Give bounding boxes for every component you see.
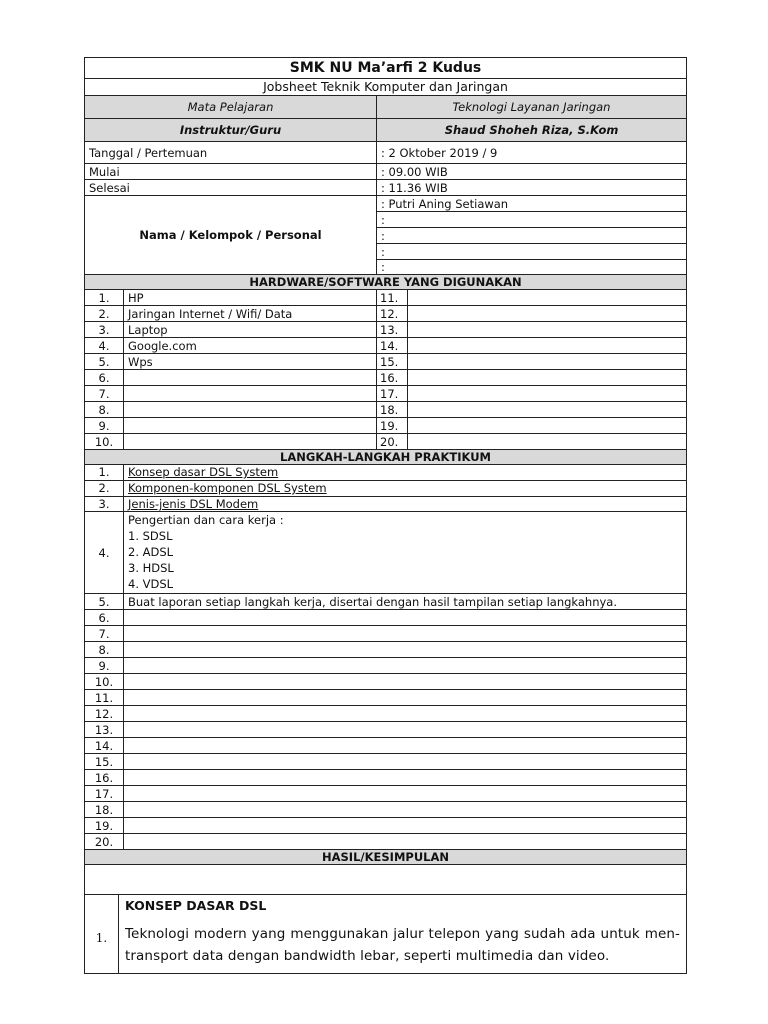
hardware-number: 3. <box>85 322 124 338</box>
mulai-value: : 09.00 WIB <box>377 164 687 180</box>
langkah-number: 18. <box>85 802 124 818</box>
hardware-row <box>85 418 687 434</box>
hasil-table <box>84 849 687 974</box>
hardware-number: 16. <box>377 370 408 386</box>
hardware-number: 11. <box>377 290 408 306</box>
tanggal-value: : 2 Oktober 2019 / 9 <box>377 142 687 164</box>
hardware-table <box>84 274 687 450</box>
hardware-number: 17. <box>377 386 408 402</box>
langkah-row <box>85 512 687 594</box>
langkah-item <box>124 642 687 658</box>
header-table <box>84 57 687 275</box>
hardware-number: 18. <box>377 402 408 418</box>
langkah-item <box>124 802 687 818</box>
nama-value: : Putri Aning Setiawan <box>377 196 687 212</box>
langkah-number: 7. <box>85 626 124 642</box>
langkah-item <box>124 770 687 786</box>
hardware-row <box>85 290 687 306</box>
langkah-item <box>124 480 687 496</box>
langkah-item <box>124 834 687 850</box>
hasil-content <box>119 895 687 974</box>
langkah-number: 13. <box>85 722 124 738</box>
langkah-number: 12. <box>85 706 124 722</box>
langkah-heading: LANGKAH-LANGKAH PRAKTIKUM <box>85 450 687 465</box>
hardware-row <box>85 386 687 402</box>
hardware-row <box>85 402 687 418</box>
jobsheet-title: Jobsheet Teknik Komputer dan Jaringan <box>85 79 687 96</box>
mapel-value: Teknologi Layanan Jaringan <box>377 96 687 119</box>
hardware-number: 14. <box>377 338 408 354</box>
langkah-row <box>85 594 687 610</box>
langkah-number: 20. <box>85 834 124 850</box>
hardware-number: 7. <box>85 386 124 402</box>
langkah-row <box>85 786 687 802</box>
langkah-row <box>85 802 687 818</box>
langkah-number: 2. <box>85 480 124 496</box>
mulai-label: Mulai <box>85 164 377 180</box>
hardware-item <box>408 434 687 450</box>
langkah-step4-line: 2. ADSL <box>128 544 174 559</box>
hardware-item <box>124 386 377 402</box>
nama-label: Nama / Kelompok / Personal <box>85 196 377 275</box>
langkah-item <box>124 465 687 481</box>
langkah-row <box>85 818 687 834</box>
langkah-row <box>85 722 687 738</box>
hardware-number: 12. <box>377 306 408 322</box>
langkah-item <box>124 496 687 512</box>
guru-value: Shaud Shoheh Riza, S.Kom <box>377 119 687 142</box>
langkah-item <box>124 754 687 770</box>
nama-value: : <box>377 212 687 228</box>
hardware-item <box>124 370 377 386</box>
langkah-number: 11. <box>85 690 124 706</box>
langkah-item <box>124 738 687 754</box>
guru-label: Instruktur/Guru <box>85 119 377 142</box>
langkah-item-text: Jenis-jenis DSL Modem <box>128 496 259 511</box>
hardware-number: 8. <box>85 402 124 418</box>
school-title: SMK NU Ma’arfi 2 Kudus <box>85 58 687 79</box>
langkah-item <box>124 626 687 642</box>
nama-value: : <box>377 260 687 275</box>
hardware-item <box>408 338 687 354</box>
langkah-row <box>85 626 687 642</box>
langkah-row <box>85 738 687 754</box>
hardware-number: 2. <box>85 306 124 322</box>
hardware-item <box>124 434 377 450</box>
hardware-number: 20. <box>377 434 408 450</box>
mapel-label: Mata Pelajaran <box>85 96 377 119</box>
langkah-item <box>124 610 687 626</box>
langkah-number: 6. <box>85 610 124 626</box>
hardware-number: 9. <box>85 418 124 434</box>
hardware-item <box>408 322 687 338</box>
langkah-item <box>124 690 687 706</box>
hardware-number: 19. <box>377 418 408 434</box>
hardware-heading: HARDWARE/SOFTWARE YANG DIGUNAKAN <box>85 275 687 290</box>
hardware-number: 4. <box>85 338 124 354</box>
langkah-number: 17. <box>85 786 124 802</box>
hardware-number: 1. <box>85 290 124 306</box>
hardware-item <box>408 418 687 434</box>
langkah-number: 19. <box>85 818 124 834</box>
hardware-row <box>85 434 687 450</box>
langkah-item <box>124 674 687 690</box>
hardware-item <box>408 402 687 418</box>
hardware-number: 15. <box>377 354 408 370</box>
selesai-label: Selesai <box>85 180 377 196</box>
langkah-row <box>85 610 687 626</box>
langkah-row <box>85 465 687 481</box>
langkah-item-text: Buat laporan setiap langkah kerja, disertai dengan hasil tampilan setiap langkahnya. <box>128 594 618 609</box>
hardware-item: Jaringan Internet / Wifi/ Data <box>124 306 377 322</box>
langkah-number: 8. <box>85 642 124 658</box>
hardware-item: HP <box>124 290 377 306</box>
hasil-number: 1. <box>85 895 119 974</box>
langkah-row <box>85 770 687 786</box>
langkah-row <box>85 496 687 512</box>
nama-value: : <box>377 228 687 244</box>
hasil-blank-row <box>85 865 687 895</box>
hardware-item <box>408 386 687 402</box>
hardware-item <box>408 290 687 306</box>
hardware-number: 5. <box>85 354 124 370</box>
hardware-number: 10. <box>85 434 124 450</box>
langkah-row <box>85 658 687 674</box>
hardware-item <box>408 306 687 322</box>
hardware-item <box>408 354 687 370</box>
langkah-item <box>124 818 687 834</box>
hardware-row <box>85 306 687 322</box>
jobsheet-page <box>84 57 686 974</box>
langkah-number: 14. <box>85 738 124 754</box>
langkah-table <box>84 449 687 850</box>
hardware-row <box>85 370 687 386</box>
langkah-item <box>124 706 687 722</box>
langkah-row <box>85 690 687 706</box>
langkah-number: 10. <box>85 674 124 690</box>
hardware-row <box>85 338 687 354</box>
langkah-item <box>124 658 687 674</box>
langkah-item-text: Komponen-komponen DSL System <box>128 481 327 496</box>
tanggal-label: Tanggal / Pertemuan <box>85 142 377 164</box>
langkah-row <box>85 642 687 658</box>
langkah-item-step4 <box>124 512 687 594</box>
hardware-item <box>408 370 687 386</box>
hardware-row <box>85 354 687 370</box>
langkah-number: 3. <box>85 496 124 512</box>
hardware-item: Google.com <box>124 338 377 354</box>
langkah-number: 16. <box>85 770 124 786</box>
langkah-step4-line: 4. VDSL <box>128 576 174 591</box>
langkah-item <box>124 722 687 738</box>
langkah-step4-line: 3. HDSL <box>128 560 174 575</box>
langkah-step4-line: 1. SDSL <box>128 529 173 544</box>
langkah-item-text: Konsep dasar DSL System <box>128 465 279 480</box>
hardware-item: Laptop <box>124 322 377 338</box>
selesai-value: : 11.36 WIB <box>377 180 687 196</box>
hardware-row <box>85 322 687 338</box>
langkah-number: 9. <box>85 658 124 674</box>
hasil-heading: HASIL/KESIMPULAN <box>85 850 687 865</box>
hasil-title: KONSEP DASAR DSL <box>125 898 267 914</box>
langkah-row <box>85 674 687 690</box>
hasil-body: Teknologi modern yang menggunakan jalur telepon yang sudah ada untuk men-transport data dengan bandwidth lebar, seperti multimedia dan video. <box>125 926 681 965</box>
langkah-row <box>85 754 687 770</box>
langkah-step4-line: Pengertian dan cara kerja : <box>128 513 284 528</box>
hardware-item: Wps <box>124 354 377 370</box>
langkah-number: 1. <box>85 465 124 481</box>
langkah-item <box>124 594 687 610</box>
hardware-number: 6. <box>85 370 124 386</box>
nama-value: : <box>377 244 687 260</box>
langkah-number: 15. <box>85 754 124 770</box>
langkah-number: 4. <box>85 512 124 594</box>
langkah-item <box>124 786 687 802</box>
hardware-item <box>124 418 377 434</box>
hardware-number: 13. <box>377 322 408 338</box>
langkah-number: 5. <box>85 594 124 610</box>
langkah-row <box>85 706 687 722</box>
hardware-item <box>124 402 377 418</box>
langkah-row <box>85 480 687 496</box>
langkah-row <box>85 834 687 850</box>
